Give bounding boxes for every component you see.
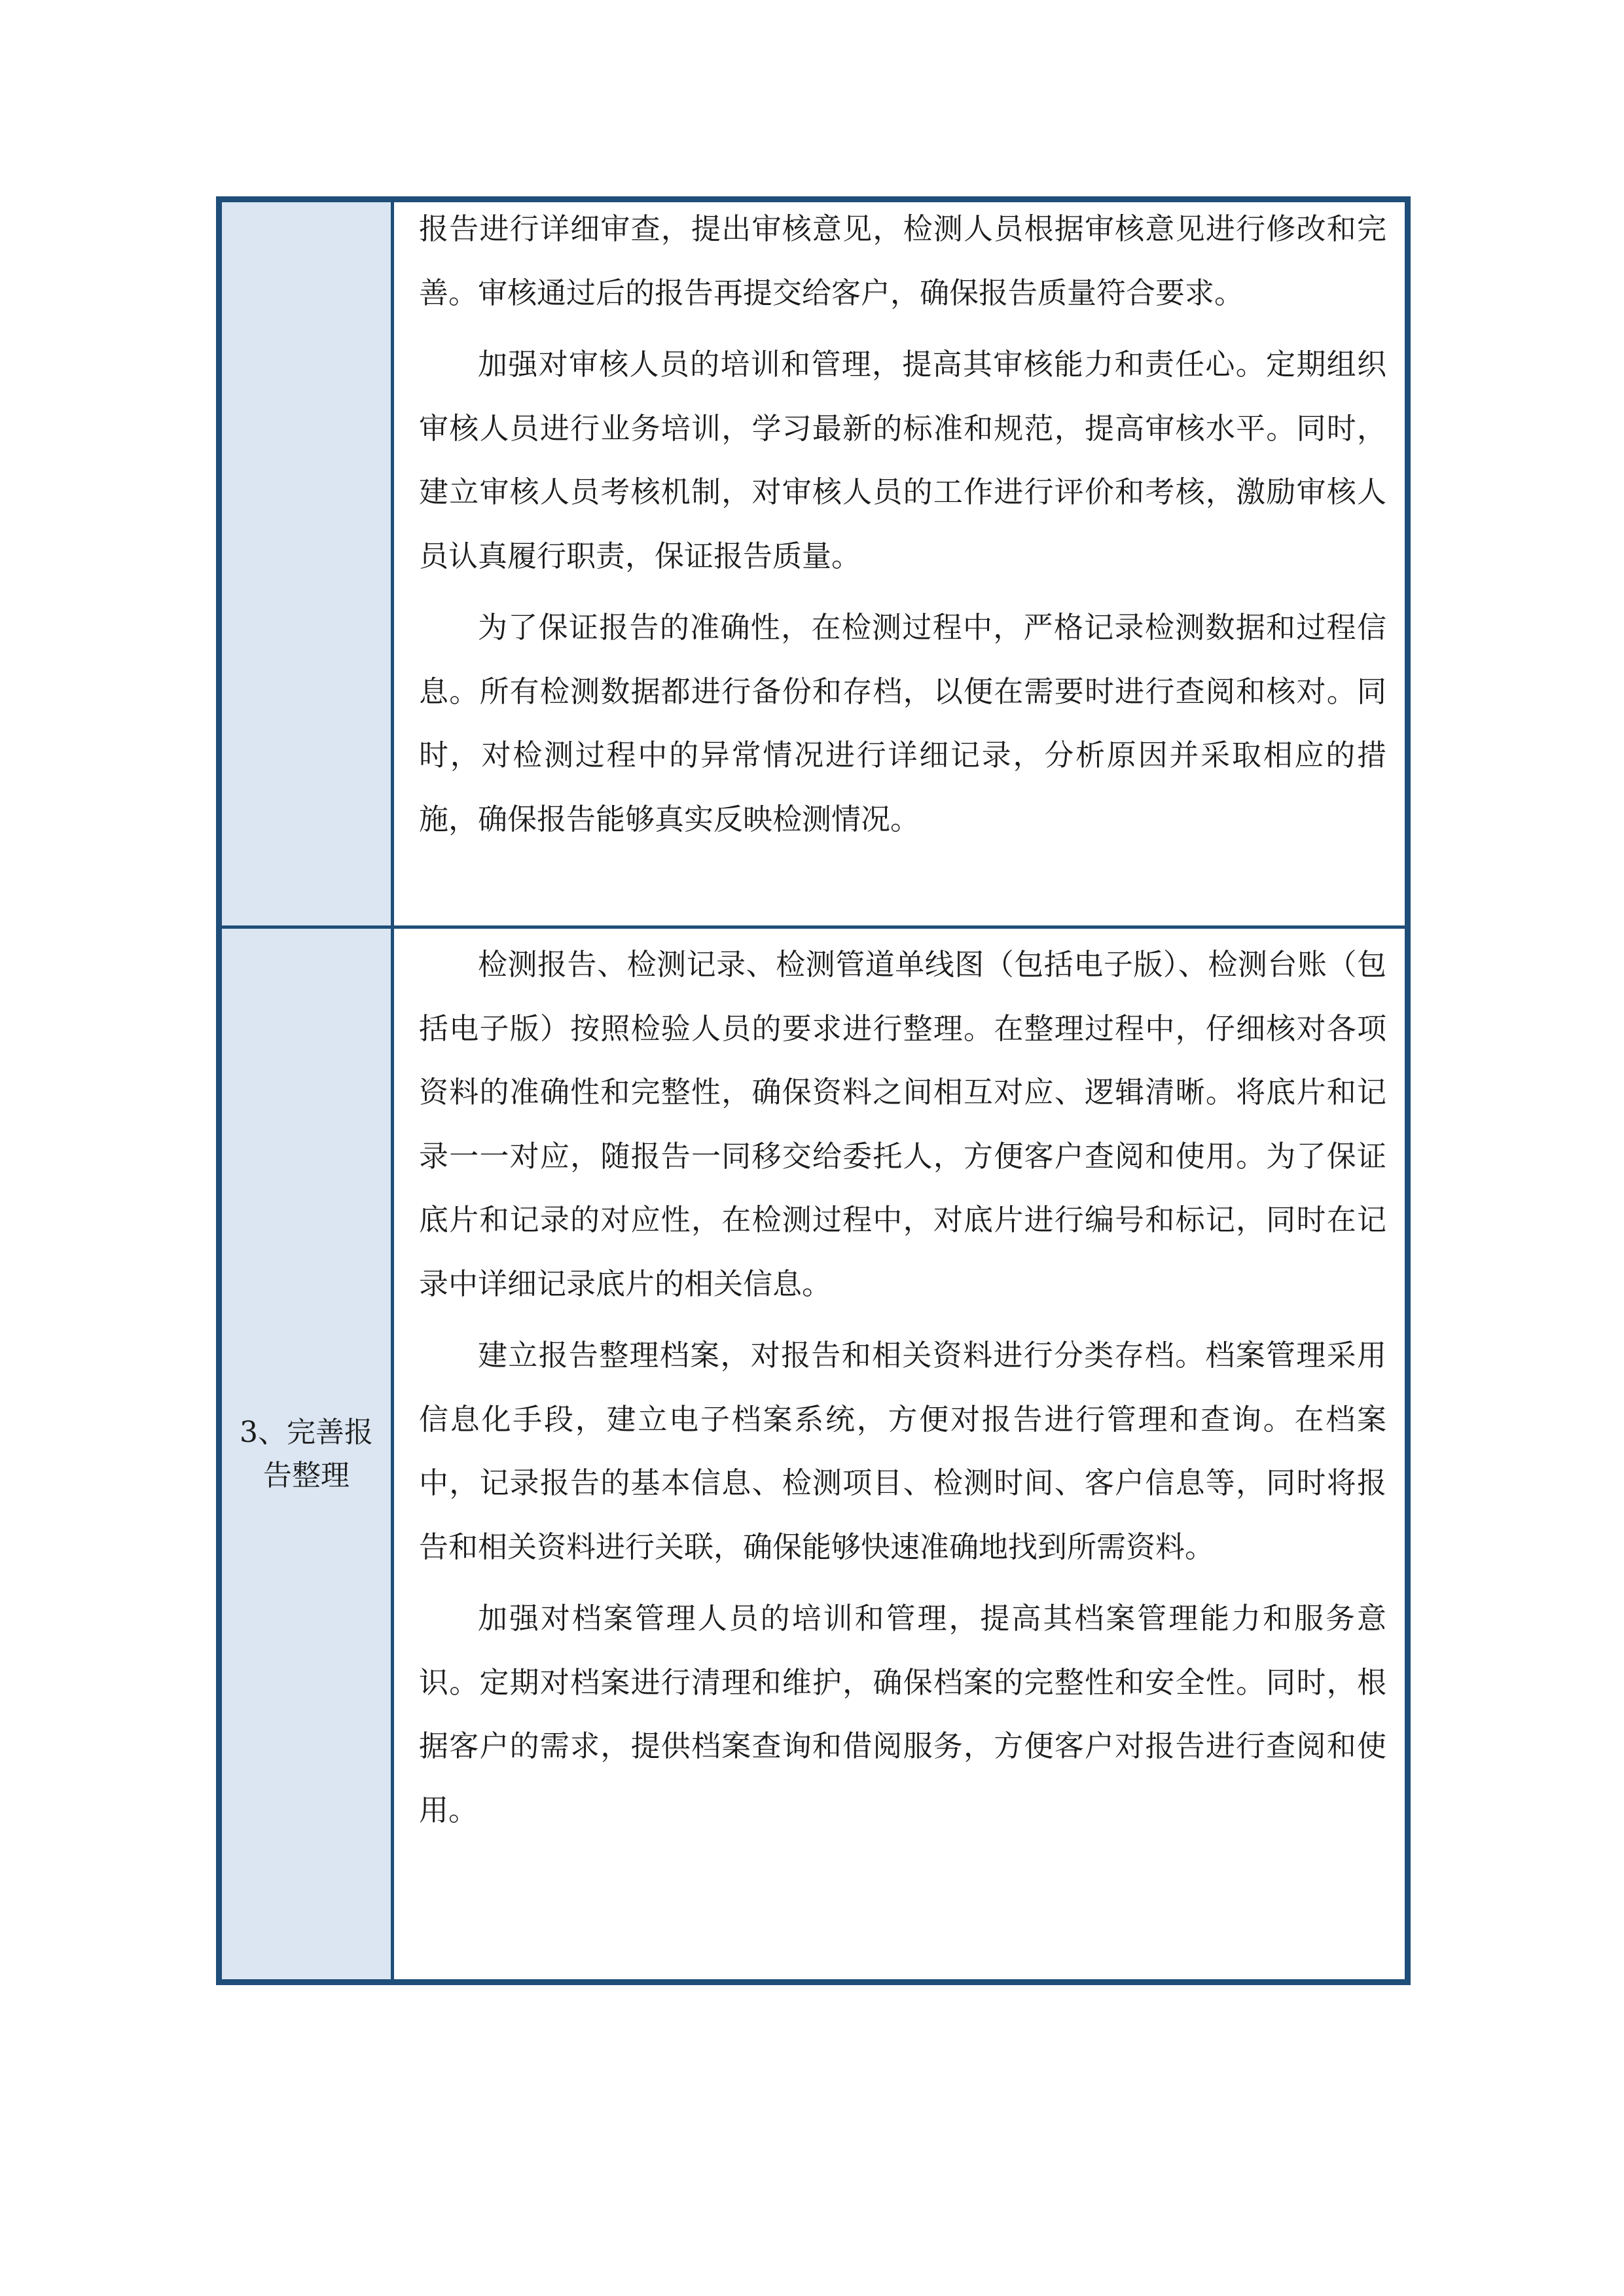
table-row [219,927,1408,1982]
paragraph: 加强对档案管理人员的培训和管理，提高其档案管理能力和服务意识。定期对档案进行清理和维护，确保档案的完整性和安全性。同时，根据客户的需求，提供档案查询和借阅服务，方便客户对报告进行查阅和使用。 [419,1601,1386,1827]
content-table [216,196,1411,1985]
row-label: 3、完善报告整理 [240,1415,373,1492]
row-label-cell [219,927,393,1982]
row-content-cell [393,200,1408,927]
row-content-cell [393,927,1408,1982]
paragraph: 报告进行详细审查，提出审核意见，检测人员根据审核意见进行修改和完善。审核通过后的报告再提交给客户，确保报告质量符合要求。 [419,211,1386,310]
paragraph: 建立报告整理档案，对报告和相关资料进行分类存档。档案管理采用信息化手段，建立电子档案系统，方便对报告进行管理和查询。在档案中，记录报告的基本信息、检测项目、检测时间、客户信息等，同时将报告和相关资料进行关联，确保能够快速准确地找到所需资料。 [419,1338,1386,1564]
row-label-cell [219,200,393,927]
paragraph: 为了保证报告的准确性，在检测过程中，严格记录检测数据和过程信息。所有检测数据都进行备份和存档，以便在需要时进行查阅和核对。同时，对检测过程中的异常情况进行详细记录，分析原因并采取相应的措施，确保报告能够真实反映检测情况。 [419,610,1386,836]
paragraph: 检测报告、检测记录、检测管道单线图（包括电子版）、检测台账（包括电子版）按照检验人员的要求进行整理。在整理过程中，仔细核对各项资料的准确性和完整性，确保资料之间相互对应、逻辑清晰。将底片和记录一一对应，随报告一同移交给委托人，方便客户查阅和使用。为了保证底片和记录的对应性，在检测过程中，对底片进行编号和标记，同时在记录中详细记录底片的相关信息。 [419,947,1386,1301]
table-row [219,200,1408,927]
paragraph: 加强对审核人员的培训和管理，提高其审核能力和责任心。定期组织审核人员进行业务培训，学习最新的标准和规范，提高审核水平。同时，建立审核人员考核机制，对审核人员的工作进行评价和考核，激励审核人员认真履行职责，保证报告质量。 [419,347,1386,573]
